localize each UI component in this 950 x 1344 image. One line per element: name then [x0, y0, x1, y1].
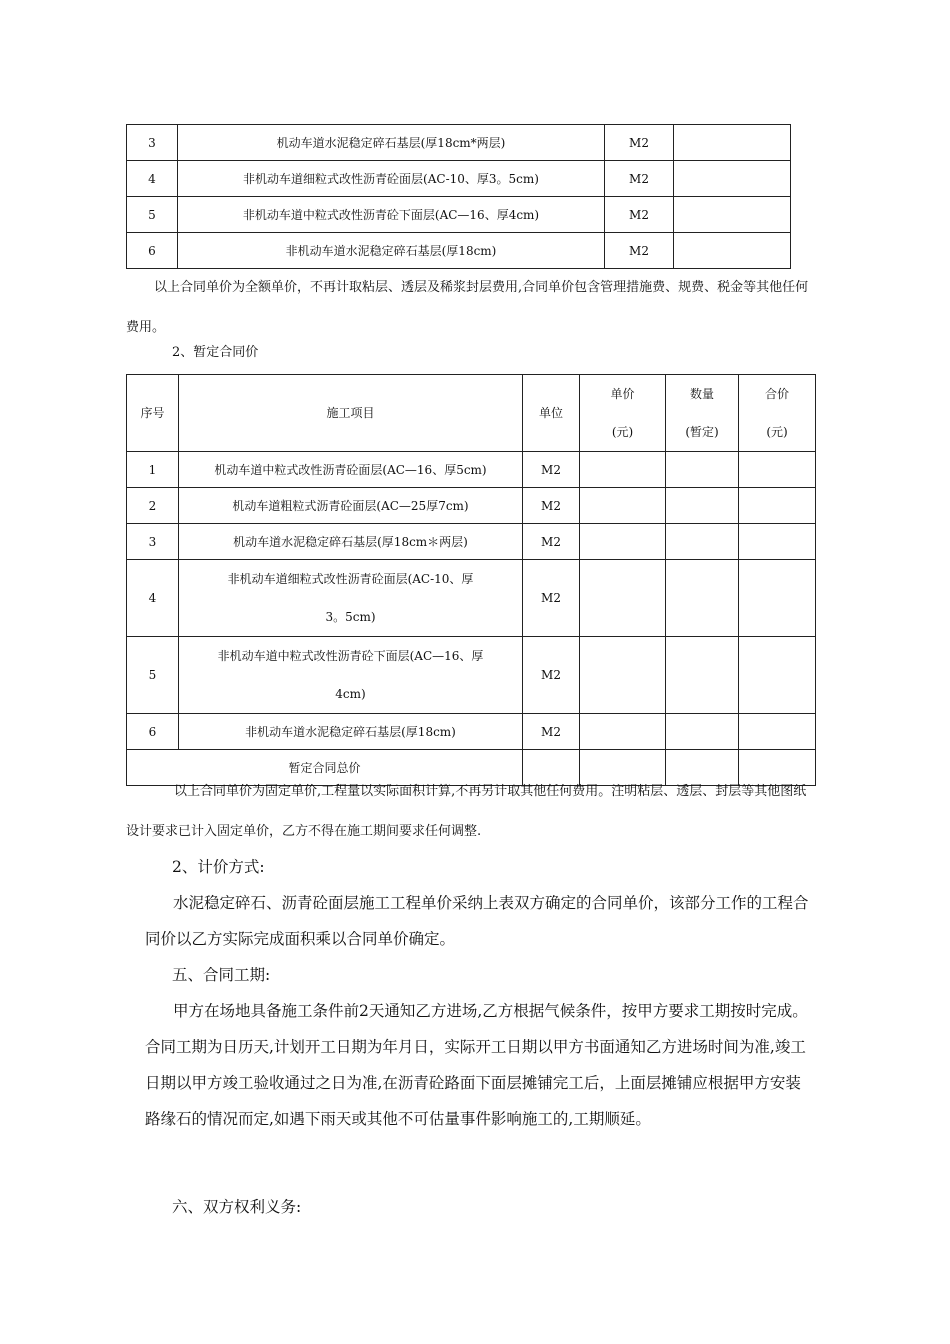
note-fixed-price: 以上合同单价为固定单价,工程量以实际面积计算,不再另计取其他任何费用。注明粘层、透层、封层等其他图纸设计要求已计入固定单价，乙方不得在施工期间要求任何调整. [126, 784, 807, 839]
unit-cell: M2 [605, 125, 674, 161]
item-line-1: 非机动车道细粒式改性沥青砼面层(AC-10、厚 [227, 572, 474, 586]
total-label: 暂定合同总价 [127, 750, 523, 786]
unit-cell: M2 [523, 637, 580, 714]
note-full-price: 以上合同单价为全额单价，不再计取粘层、透层及稀浆封层费用,合同单价包含管理措施费、规费、税金等其他任何费用。 [126, 280, 809, 335]
unit-cell: M2 [523, 714, 580, 750]
table-row [127, 161, 791, 197]
row-number: 4 [127, 560, 179, 637]
header-unit: 单位 [523, 375, 580, 452]
provisional-price-table [126, 374, 816, 786]
row-number: 4 [127, 161, 178, 197]
row-number: 6 [127, 714, 179, 750]
item-cell [179, 560, 523, 637]
qty-cell [666, 637, 739, 714]
unit-cell: M2 [523, 452, 580, 488]
table-row [127, 524, 816, 560]
price-cell [674, 197, 791, 233]
table-row [127, 452, 816, 488]
unit-cell: M2 [523, 488, 580, 524]
total-cell [739, 560, 816, 637]
total-cell [739, 524, 816, 560]
price-cell [580, 560, 666, 637]
unit-cell: M2 [605, 161, 674, 197]
item-cell: 机动车道中粒式改性沥青砼面层(AC—16、厚5cm) [179, 452, 523, 488]
item-cell: 非机动车道中粒式改性沥青砼下面层(AC—16、厚4cm) [178, 197, 605, 233]
row-number: 1 [127, 452, 179, 488]
header-price-label: 单价 [610, 387, 635, 401]
qty-cell [666, 560, 739, 637]
header-qty-label: 数量 [689, 387, 714, 401]
header-no: 序号 [127, 375, 179, 452]
header-price-unit: (元) [611, 425, 634, 439]
total-cell [739, 714, 816, 750]
item-cell: 非机动车道水泥稳定碎石基层(厚18cm) [178, 233, 605, 269]
header-item: 施工项目 [179, 375, 523, 452]
qty-cell [666, 524, 739, 560]
table-row [127, 197, 791, 233]
item-line-2: 4cm) [335, 687, 366, 701]
contract-period-text: 甲方在场地具备施工条件前2天通知乙方进场,乙方根据气候条件，按甲方要求工期按时完成。合同工期为日历天,计划开工日期为年月日，实际开工日期以甲方书面通知乙方进场时间为准,竣工日期以甲方竣工验收通过之日为准,在沥青砼路面下面层摊铺完工后，上面层摊铺应根据甲方安装路缘石的情况而定,如遇下雨天或其他不可估量事件影响施工的,工期顺延。 [145, 1002, 808, 1128]
price-cell [674, 125, 791, 161]
section-rights-obligations: 六、双方权利义务: [172, 1198, 302, 1216]
item-cell [179, 637, 523, 714]
total-cell [739, 488, 816, 524]
table-row [127, 125, 791, 161]
unit-price-table [126, 124, 791, 269]
table-row [127, 714, 816, 750]
qty-cell [666, 714, 739, 750]
table-row [127, 637, 816, 714]
unit-cell: M2 [523, 560, 580, 637]
section-pricing-method: 2、计价方式: [172, 858, 265, 876]
price-cell [580, 488, 666, 524]
section-provisional-price: 2、暂定合同价 [172, 345, 259, 360]
price-cell [580, 524, 666, 560]
header-row [127, 375, 816, 452]
item-cell: 非机动车道水泥稳定碎石基层(厚18cm) [179, 714, 523, 750]
table-row [127, 488, 816, 524]
unit-cell: M2 [605, 233, 674, 269]
unit-cell: M2 [523, 524, 580, 560]
table-row [127, 560, 816, 637]
row-number: 6 [127, 233, 178, 269]
item-cell: 机动车道水泥稳定碎石基层(厚18cm＊两层) [179, 524, 523, 560]
header-total-label: 合价 [764, 387, 789, 401]
item-cell: 机动车道水泥稳定碎石基层(厚18cm*两层) [178, 125, 605, 161]
total-cell [739, 452, 816, 488]
price-cell [580, 714, 666, 750]
row-number: 3 [127, 524, 179, 560]
price-cell [674, 233, 791, 269]
total-cell [739, 637, 816, 714]
row-number: 3 [127, 125, 178, 161]
pricing-method-text: 水泥稳定碎石、沥青砼面层施工工程单价采纳上表双方确定的合同单价，该部分工作的工程合同价以乙方实际完成面积乘以合同单价确定。 [145, 894, 809, 948]
header-qty-note: (暂定) [685, 425, 719, 439]
qty-cell [666, 452, 739, 488]
header-total [739, 375, 816, 452]
row-number: 2 [127, 488, 179, 524]
header-price [580, 375, 666, 452]
qty-cell [666, 488, 739, 524]
unit-cell: M2 [605, 197, 674, 233]
row-number: 5 [127, 197, 178, 233]
item-cell: 非机动车道细粒式改性沥青砼面层(AC-10、厚3。5cm) [178, 161, 605, 197]
row-number: 5 [127, 637, 179, 714]
price-cell [674, 161, 791, 197]
header-qty [666, 375, 739, 452]
item-cell: 机动车道粗粒式沥青砼面层(AC—25厚7cm) [179, 488, 523, 524]
header-total-unit: (元) [766, 425, 788, 439]
item-line-1: 非机动车道中粒式改性沥青砼下面层(AC—16、厚 [217, 649, 484, 663]
price-cell [580, 452, 666, 488]
price-cell [580, 637, 666, 714]
table-row [127, 233, 791, 269]
section-contract-period: 五、合同工期: [172, 966, 271, 984]
item-line-2: 3。5cm) [325, 610, 376, 624]
